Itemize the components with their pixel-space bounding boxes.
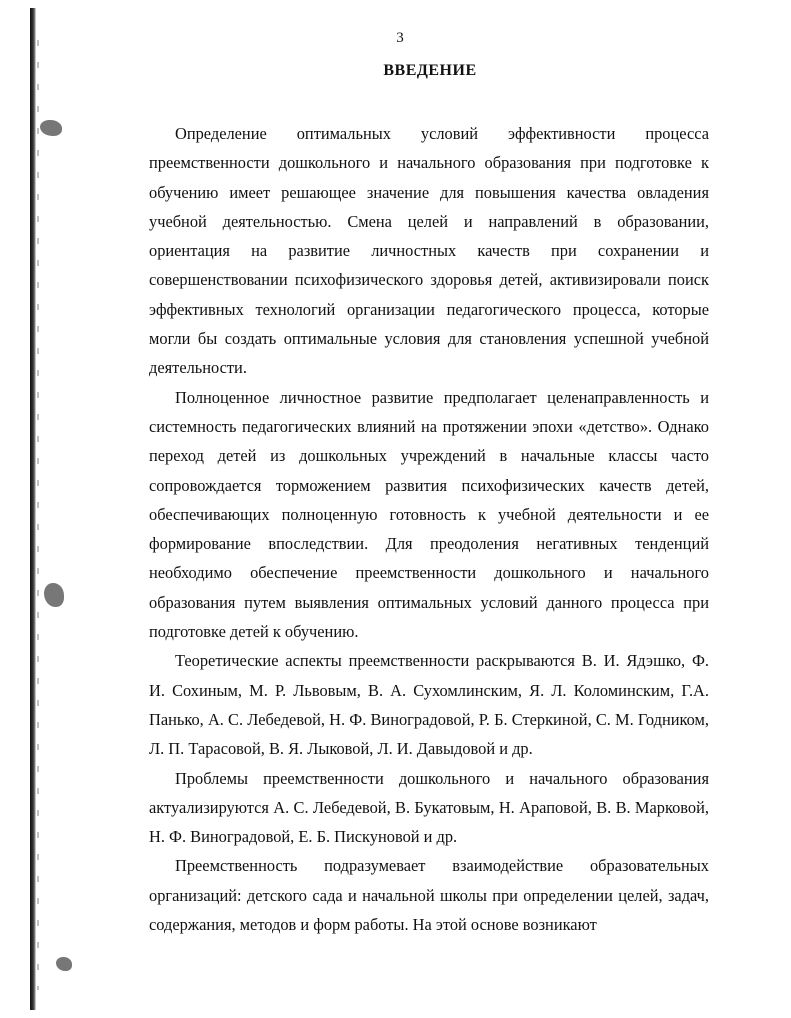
scan-binding-edge (30, 8, 36, 1010)
scan-blot (44, 583, 64, 607)
page-number: 3 (396, 30, 404, 46)
paragraph: Полноценное личностное развитие предполагает целенаправленность и системность педагогических влияний на протяжении эпохи «детство». Однако переход детей из дошкольных учреждений в начальные классы часто сопровождается торможением развития психофизических качеств детей, обеспечивающих полноценную готовность к учебной деятельности и ее формирование впоследствии. Для преодоления негативных тенденций необходимо обеспечение преемственности дошкольного и начального образования путем выявления оптимальных условий данного процесса при подготовке детей к обучению. (149, 387, 709, 642)
scan-binding-marks (37, 40, 39, 990)
body-text (149, 119, 709, 939)
paragraph: Преемственность подразумевает взаимодействие образовательных организаций: детского сада и начальной школы при определении целей, задач, содержания, методов и форм работы. На этой основе возникают (149, 856, 709, 935)
scan-blot (56, 957, 72, 971)
paragraph: Определение оптимальных условий эффективности процесса преемственности дошкольного и начального образования при подготовке к обучению имеет решающее значение для повышения качества овладения учебной деятельностью. Смена целей и направлений в образовании, ориентация на развитие личностных качеств при сохранении и совершенствовании психофизического здоровья детей, активизировали поиск эффективных технологий организации педагогического процесса, которые могли бы создать оптимальные условия для становления успешной учебной деятельности. (149, 124, 709, 378)
scan-blot (40, 120, 62, 136)
section-heading: ВВЕДЕНИЕ (383, 62, 477, 79)
paragraph: Проблемы преемственности дошкольного и начального образования актуализируются А. С. Лебедевой, В. Букатовым, Н. Араповой, В. В. Марковой, Н. Ф. Виноградовой, Е. Б. Пискуновой и др. (149, 768, 709, 847)
paragraph: Теоретические аспекты преемственности раскрываются В. И. Ядэшко, Ф. И. Сохиным, М. Р. Львовым, В. А. Сухомлинским, Я. Л. Коломинским, Г.А. Панько, А. С. Лебедевой, Н. Ф. Виноградовой, Р. Б. Стеркиной, С. М. Годником, Л. П. Тарасовой, В. Я. Лыковой, Л. И. Давыдовой и др. (149, 651, 709, 759)
